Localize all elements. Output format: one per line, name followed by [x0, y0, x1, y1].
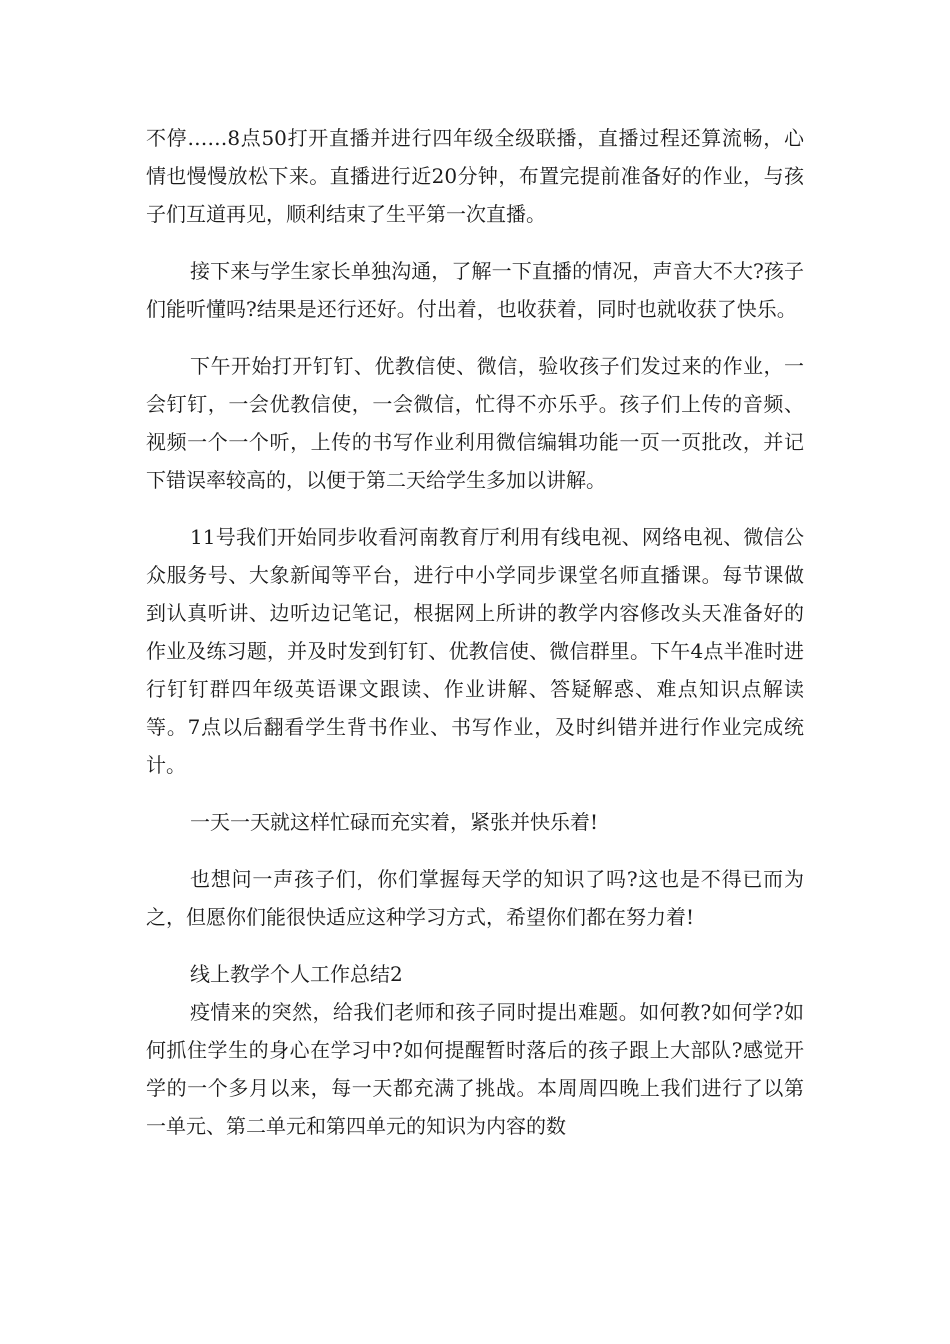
paragraph-homework-review: 下午开始打开钉钉、优教信使、微信，验收孩子们发过来的作业，一会钉钉，一会优教信使，一会微信，忙得不亦乐乎。孩子们上传的音频、视频一个一个听，上传的书写作业利用微信编辑功能一页一页批改，并记下错误率较高的，以便于第二天给学生多加以讲解。	[146, 354, 804, 492]
paragraph-busy-days: 一天一天就这样忙碌而充实着，紧张并快乐着!	[190, 810, 599, 834]
paragraph-continued: 不停……8点50打开直播并进行四年级全级联播，直播过程还算流畅，心情也慢慢放松下来。直播进行近20分钟，布置完提前准备好的作业，与孩子们互道再见，顺利结束了生平第一次直播。	[146, 126, 804, 226]
paragraph-synchronous-classes: 11号我们开始同步收看河南教育厅利用有线电视、网络电视、微信公众服务号、大象新闻等平台，进行中小学同步课堂名师直播课。每节课做到认真听讲、边听边记笔记，根据网上所讲的教学内容修改头天准备好的作业及练习题，并及时发到钉钉、优教信使、微信群里。下午4点半准时进行钉钉群四年级英语课文跟读、作业讲解、答疑解惑、难点知识点解读等。7点以后翻看学生背书作业、书写作业，及时纠错并进行作业完成统计。	[146, 525, 804, 777]
section-paragraph: 疫情来的突然，给我们老师和孩子同时提出难题。如何教?如何学?如何抓住学生的身心在学习中?如何提醒暂时落后的孩子跟上大部队?感觉开学的一个多月以来，每一天都充满了挑战。本周周四晚上我们进行了以第一单元、第二单元和第四单元的知识为内容的数	[146, 1000, 804, 1138]
document-body	[146, 119, 804, 1145]
paragraph-parent-communication: 接下来与学生家长单独沟通，了解一下直播的情况，声音大不大?孩子们能听懂吗?结果是还行还好。付出着，也收获着，同时也就收获了快乐。	[146, 259, 804, 321]
paragraph-question-to-children: 也想问一声孩子们，你们掌握每天学的知识了吗?这也是不得已而为之，但愿你们能很快适应这种学习方式，希望你们都在努力着!	[146, 867, 804, 929]
section-title: 线上教学个人工作总结2	[190, 962, 403, 986]
